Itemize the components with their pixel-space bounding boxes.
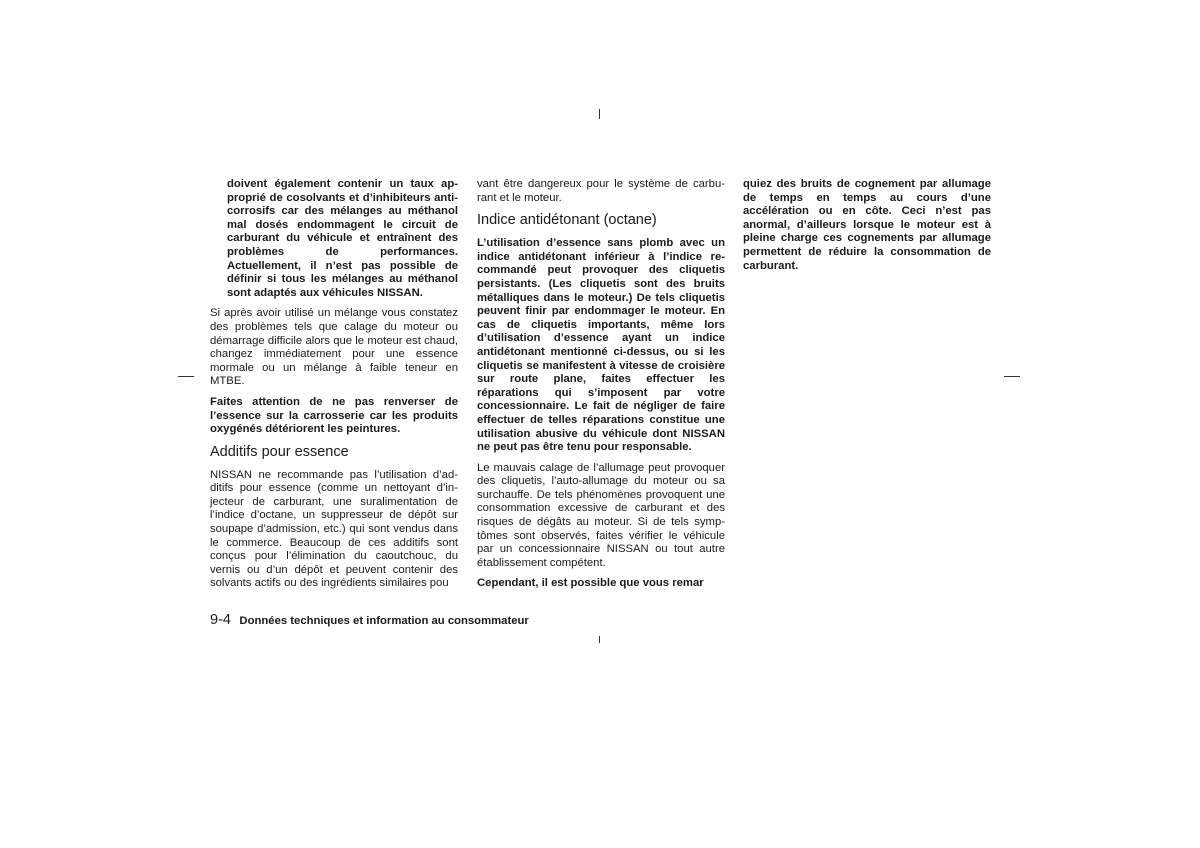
paragraph-methanol-warning: doivent également contenir un taux approprié de cosolvants et d’inhibiteurs anti-corrosifs car des mélanges au méthanol mal dosés endommagent le circuit de carburant du véhicule et entraînent des problèmes de performances. Actuellement, il n’est pas possible de définir si tous les mélanges au méthanol sont adaptés aux véhicules NISSAN. bbox=[227, 178, 458, 299]
paragraph-knocking-warning: L’utilisation d’essence sans plomb avec un indice antidétonant inférieur à l’indice recommandé peut provoquer des cliquetis persistants. (Les cliquetis sont des bruits métalliques dans le moteur.) De tels cliquetis peuvent finir par endommager le moteur. En cas de cliquetis importants, même lors d’utilisation d’essence ayant un indice antidétonant mentionné ci-dessus, ou si les cliquetis se manifestent à vitesse de croisière sur route plane, faites effectuer les réparations qui s’imposent par votre concessionnaire. Le fait de négliger de faire effectuer de telles réparations constitue une utilisation abusive du véhicule dont NISSAN ne peut pas être tenu pour responsable. bbox=[477, 237, 725, 454]
paragraph-additives: NISSAN ne recommande pas l’utilisation d’additifs pour essence (comme un nettoyant d’injecteur de carburant, une suralimentation de l’indice d’octane, un suppresseur de dépôt sur soupape d’admission, etc.) qui sont vendus dans le commerce. Beaucoup de ces additifs sont conçus pour l’élimination du caoutchouc, du vernis ou d’un dépôt et peuvent contenir des solvants actifs ou des ingrédients similaires pou bbox=[210, 468, 458, 590]
paragraph-ignition-timing: Le mauvais calage de l’allumage peut provoquer des cliquetis, l’auto-allumage du moteur ou sa surchauffe. De tels phénomènes provoquent une consommation excessive de carburant et des risques de dégâts au moteur. Si de tels symptômes sont observés, faites vérifier le véhicule par un concessionnaire NISSAN ou tout autre établissement compétent. bbox=[477, 461, 725, 569]
column-middle bbox=[477, 178, 725, 598]
paragraph-knocking-normal: quiez des bruits de cognement par allumage de temps en temps au cours d’une accélération ou en côte. Ceci n’est pas anormal, d’ailleurs lorsque le moteur est à pleine charge ces cognements par allumage permettent de réduire la consommation de carburant. bbox=[743, 178, 991, 272]
paragraph-continuation: vant être dangereux pour le système de carburant et le moteur. bbox=[477, 178, 725, 204]
heading-octane-rating: Indice antidétonant (octane) bbox=[477, 212, 657, 229]
crop-mark-left bbox=[178, 376, 194, 377]
paragraph-paint-warning: Faites attention de ne pas renverser de l’essence sur la carrosserie car les produits oxygénés détériorent les peintures. bbox=[210, 395, 458, 436]
paragraph-however: Cependant, il est possible que vous remar bbox=[477, 577, 704, 590]
column-right bbox=[743, 178, 991, 280]
paragraph-mixture-problems: Si après avoir utilisé un mélange vous constatez des problèmes tels que calage du moteur ou démarrage difficile alors que le moteur est chaud, changez immédiatement pour une essence mormale ou un mélange à faible teneur en MTBE. bbox=[210, 307, 458, 388]
column-left bbox=[210, 178, 458, 598]
crop-mark-top bbox=[599, 109, 600, 119]
crop-mark-right bbox=[1004, 376, 1020, 377]
page-footer bbox=[210, 611, 529, 629]
heading-fuel-additives: Additifs pour essence bbox=[210, 443, 349, 460]
page-number: 9-4 bbox=[210, 612, 231, 628]
section-title: Données techniques et information au consommateur bbox=[239, 615, 529, 627]
crop-mark-bottom bbox=[599, 636, 600, 643]
